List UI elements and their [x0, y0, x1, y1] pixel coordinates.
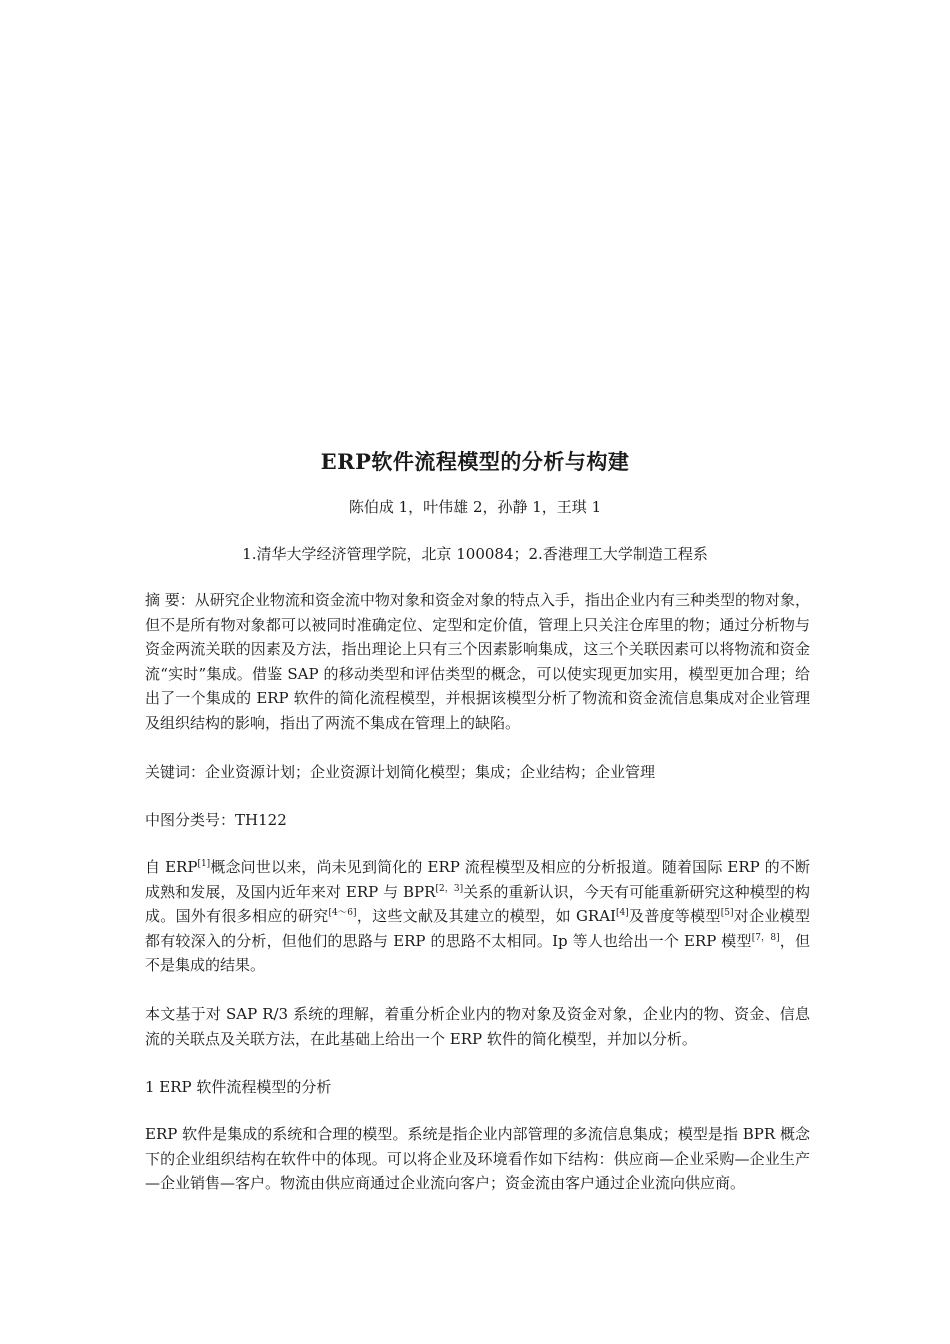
clc-label: 中图分类号：: [145, 811, 236, 829]
citation-ref[interactable]: [4～6]: [328, 908, 357, 918]
author-list: 陈伯成 1，叶伟雄 2，孙静 1，王琪 1: [348, 498, 602, 516]
intro-text: 自 ERP: [145, 858, 198, 876]
clc-paragraph: [145, 808, 810, 833]
intro-paragraph: [145, 855, 810, 978]
intro-text: 概念问世以来，尚未见到简化的 ERP 流程模型及相应的分析报道。随着国际 ERP 的不断成熟和发展，及国内近年来对 ERP 与 BPR: [145, 858, 811, 901]
abstract-text: 从研究企业物流和资金流中物对象和资金对象的特点入手，指出企业内有三种类型的物对象，但不是所有物对象都可以被同时准确定位、定型和定价值，管理上只关注仓库里的物；通过分析物与资金两流关联的因素及方法，指出理论上只有三个因素影响集成，这三个关联因素可以将物流和资金流“实时”集成。借鉴 SAP 的移动类型和评估类型的概念，可以使实现更加实用，模型更加合理；给出了一个集成的 ERP 软件的简化流程模型，并根据该模型分析了物流和资金流信息集成对企业管理及组织结构的影响，指出了两流不集成在管理上的缺陷。: [145, 591, 810, 732]
citation-ref[interactable]: [1]: [197, 859, 211, 869]
keywords-text: 企业资源计划；企业资源计划简化模型；集成；企业结构；企业管理: [205, 763, 656, 781]
intro-text: ，但不是集成的结果。: [145, 931, 810, 974]
abstract-paragraph: [145, 588, 810, 735]
keywords-paragraph: [145, 760, 810, 785]
clc-code: TH122: [235, 811, 287, 829]
body-paragraph: ERP 软件是集成的系统和合理的模型。系统是指企业内部管理的多流信息集成；模型是指 BPR 概念下的企业组织结构在软件中的体现。可以将企业及环境看作如下结构：供应商—企业采购—企业生产—企业销售—客户。物流由供应商通过企业流向客户；资金流由客户通过企业流向供应商。: [145, 1125, 810, 1192]
paper-title: ERP软件流程模型的分析与构建: [320, 449, 630, 474]
body-paragraph: 本文基于对 SAP R/3 系统的理解，着重分析企业内的物对象及资金对象，企业内的物、资金、信息流的关联点及关联方法，在此基础上给出一个 ERP 软件的简化模型，并加以分析。: [145, 1005, 810, 1048]
citation-ref[interactable]: [7，8]: [751, 932, 780, 943]
keywords-label: 关键词：: [145, 763, 206, 781]
citation-ref[interactable]: [2，3]: [435, 883, 464, 894]
intro-text: ，这些文献及其建立的模型，如 GRAI: [356, 907, 616, 925]
citation-ref[interactable]: [5]: [720, 908, 734, 918]
intro-text: 对企业模型都有较深入的分析，但他们的思路与 ERP 的思路不太相同。Ip 等人也给出一个 ERP 模型: [145, 907, 810, 950]
intro-text: 关系的重新认识，今天有可能重新研究这种模型的构成。国外有很多相应的研究: [145, 882, 810, 925]
affiliations: 1.清华大学经济管理学院，北京 100084；2.香港理工大学制造工程系: [242, 545, 708, 563]
abstract-label: 摘 要：: [145, 591, 195, 609]
citation-ref[interactable]: [4]: [615, 908, 629, 918]
intro-text: 及普度等模型: [628, 907, 721, 925]
section-heading: 1 ERP 软件流程模型的分析: [145, 1078, 332, 1096]
